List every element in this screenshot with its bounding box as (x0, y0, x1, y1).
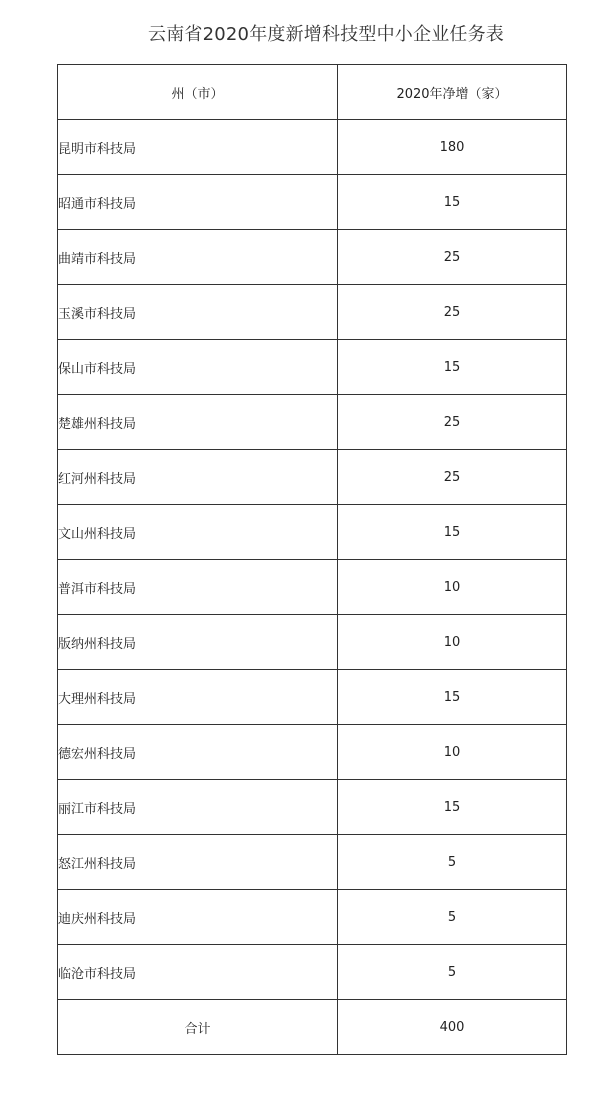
value-cell: 25 (338, 230, 567, 285)
region-cell: 红河州科技局 (58, 450, 338, 505)
region-cell: 文山州科技局 (58, 505, 338, 560)
task-table (57, 64, 567, 1055)
value-cell: 5 (338, 890, 567, 945)
table-row (58, 835, 567, 890)
table-row (58, 780, 567, 835)
table-row (58, 560, 567, 615)
value-cell: 15 (338, 175, 567, 230)
table-row (58, 890, 567, 945)
region-cell: 怒江州科技局 (58, 835, 338, 890)
value-cell: 180 (338, 120, 567, 175)
table-row (58, 175, 567, 230)
table-row (58, 395, 567, 450)
table-row (58, 725, 567, 780)
value-cell: 10 (338, 725, 567, 780)
table-row (58, 945, 567, 1000)
value-cell: 5 (338, 945, 567, 1000)
table-body (58, 120, 567, 1055)
value-cell: 10 (338, 560, 567, 615)
region-cell: 昆明市科技局 (58, 120, 338, 175)
table-row (58, 505, 567, 560)
region-cell: 保山市科技局 (58, 340, 338, 395)
value-cell: 25 (338, 395, 567, 450)
column-header-region: 州（市） (58, 65, 338, 120)
total-row (58, 1000, 567, 1055)
table-row (58, 230, 567, 285)
value-cell: 15 (338, 505, 567, 560)
table-row (58, 340, 567, 395)
total-label: 合计 (58, 1000, 338, 1055)
region-cell: 丽江市科技局 (58, 780, 338, 835)
region-cell: 版纳州科技局 (58, 615, 338, 670)
table-row (58, 670, 567, 725)
table-row (58, 615, 567, 670)
region-cell: 大理州科技局 (58, 670, 338, 725)
table-row (58, 450, 567, 505)
table-header-row (58, 65, 567, 120)
value-cell: 25 (338, 450, 567, 505)
region-cell: 曲靖市科技局 (58, 230, 338, 285)
region-cell: 德宏州科技局 (58, 725, 338, 780)
table-row (58, 120, 567, 175)
value-cell: 15 (338, 780, 567, 835)
region-cell: 玉溪市科技局 (58, 285, 338, 340)
page-title: 云南省2020年度新增科技型中小企业任务表 (148, 24, 505, 45)
value-cell: 10 (338, 615, 567, 670)
total-value: 400 (338, 1000, 567, 1055)
region-cell: 昭通市科技局 (58, 175, 338, 230)
value-cell: 25 (338, 285, 567, 340)
region-cell: 普洱市科技局 (58, 560, 338, 615)
table-row (58, 285, 567, 340)
region-cell: 临沧市科技局 (58, 945, 338, 1000)
value-cell: 15 (338, 340, 567, 395)
region-cell: 楚雄州科技局 (58, 395, 338, 450)
value-cell: 15 (338, 670, 567, 725)
region-cell: 迪庆州科技局 (58, 890, 338, 945)
column-header-net-increase: 2020年净增（家） (338, 65, 567, 120)
value-cell: 5 (338, 835, 567, 890)
